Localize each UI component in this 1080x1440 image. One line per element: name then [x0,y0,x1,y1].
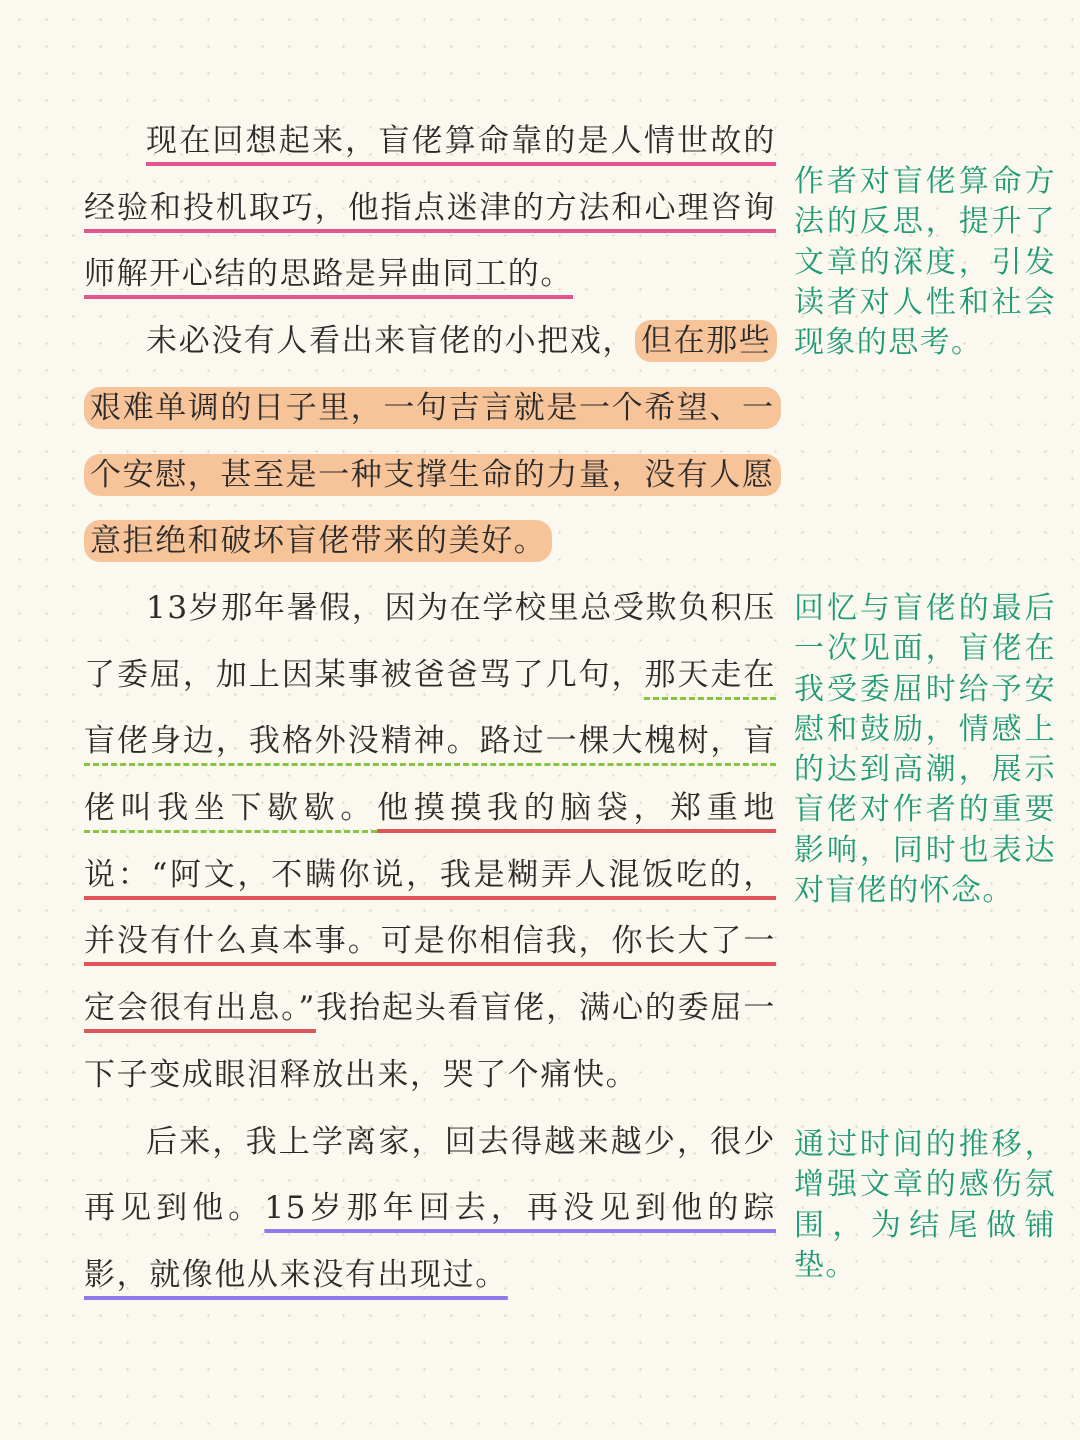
paragraph-2 [84,308,776,575]
highlight-purple-underline: 15岁那年回去，再没见到他的踪影，就像他从来没有出现过。 [84,1190,776,1293]
highlight-orange-marker: 但在那些艰难单调的日子里，一句吉言就是一个希望、一个安慰，甚至是一种支撑生命的力量，没有人愿意拒绝和破坏盲佬带来的美好。 [84,320,781,562]
essay-body [84,108,776,1309]
paragraph-2-plain: 未必没有人看出来盲佬的小把戏， [146,323,635,360]
highlight-red-underline: 他摸摸我的脑袋，郑重地说：“阿文，不瞒你说，我是糊弄人混饭吃的，并没有什么真本事。可是你相信我，你长大了一定会很有出息。” [84,790,776,1027]
highlight-pink-underline: 现在回想起来，盲佬算命靠的是人情世故的经验和投机取巧，他指点迷津的方法和心理咨询师解开心结的思路是异曲同工的。 [84,123,776,293]
annotation-note-3: 通过时间的推移，增强文章的感伤氛围，为结尾做铺垫。 [794,1127,1056,1283]
paragraph-4-plain: 后来，我上学离家，回去得越来越少，很少再见到他。 [84,1123,776,1227]
annotation-note-1: 作者对盲佬算命方法的反思，提升了文章的深度，引发读者对人性和社会现象的思考。 [794,164,1056,361]
paragraph-3-plain-start: 13岁那年暑假，因为在学校里总受欺负积压了委屈，加上因某事被爸爸骂了几句， [84,589,776,693]
paragraph-3 [84,575,776,1109]
annotation-note-2: 回忆与盲佬的最后一次见面，盲佬在我受委屈时给予安慰和鼓励，情感上的达到高潮，展示盲佬对作者的重要影响，同时也表达对盲佬的怀念。 [794,591,1056,909]
paragraph-1 [84,108,776,308]
paragraph-4 [84,1109,776,1309]
highlight-green-dashed-underline: 那天走在盲佬身边，我格外没精神。路过一棵大槐树，盲佬叫我坐下歇歇。 [84,656,776,827]
paragraph-3-plain-end: 我抬起头看盲佬，满心的委屈一下子变成眼泪释放出来，哭了个痛快。 [84,990,776,1093]
